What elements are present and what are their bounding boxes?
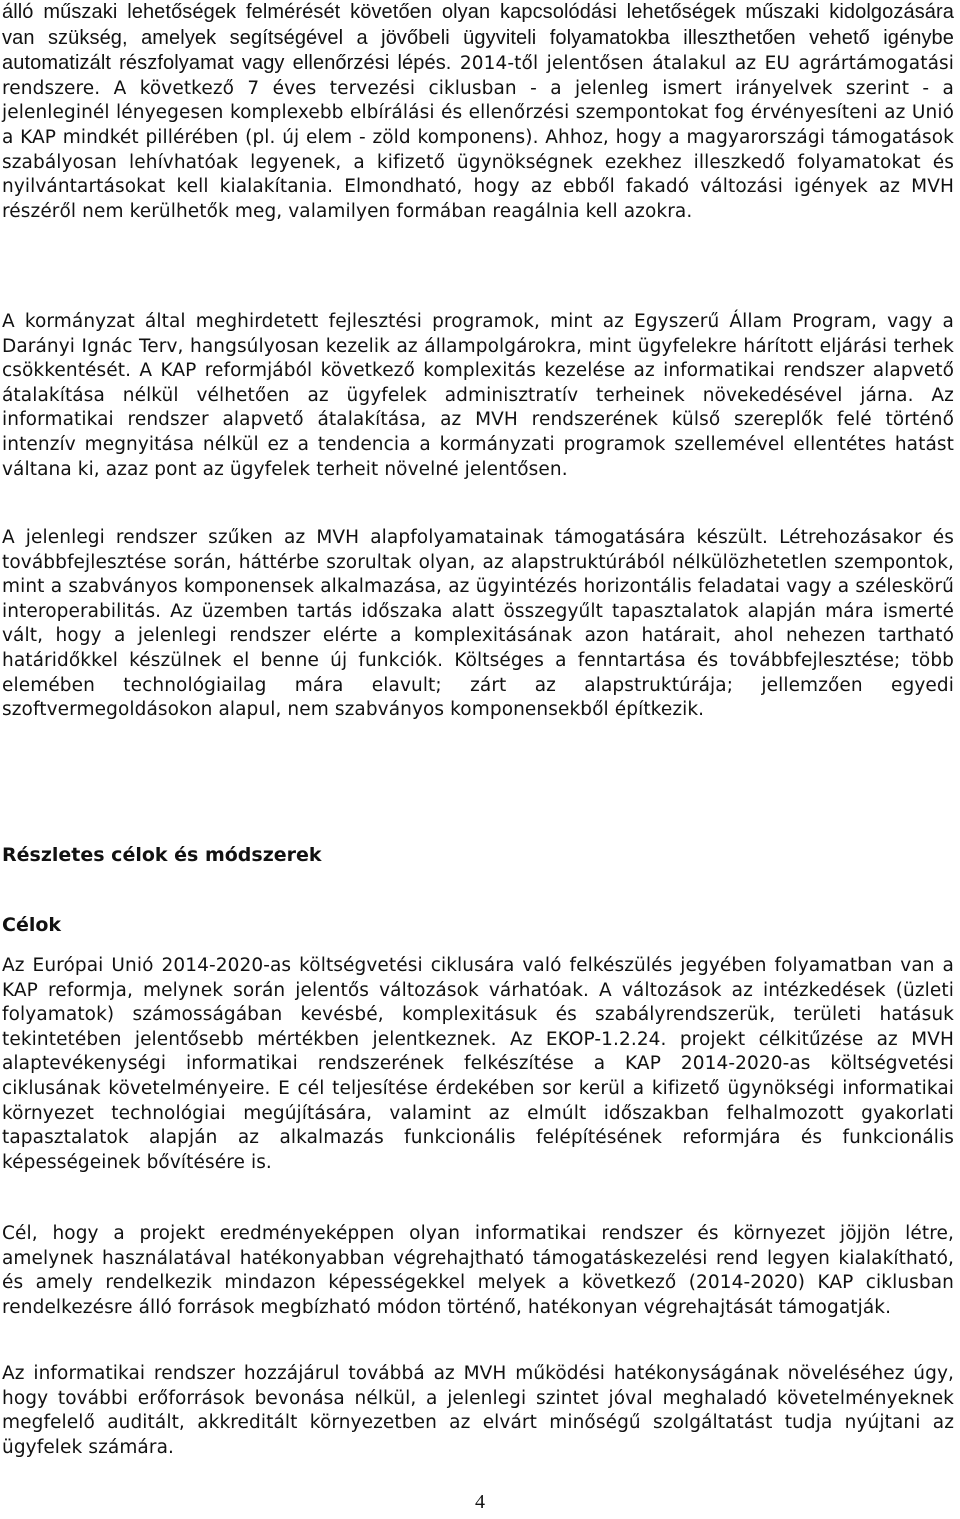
paragraph: A kormányzat által meghirdetett fejlesztési programok, mint az Egyszerű Állam Program, vagy a Darányi Ignác Terv, hangsúlyosan kezelik az állampolgárokra, mint ügyfelekre hárított eljárási terhek csökkentését. A KAP reformjából következő komplexitás kezelése az informatikai rendszer alapvető átalakítása nélkül vélhetően az ügyfelek adminisztratív terheinek növekedésével járna. Az informatikai rendszer alapvető átalakítása, az MVH rendszerének külső szereplők felé történő intenzív megnyitása nélkül ez a tendencia a kormányzati programok szellemével ellentétes hatást váltana ki, azaz pont az ügyfelek terheit növelné jelentősen. [2,311,954,480]
subsection-heading: Célok [2,914,62,936]
page-number: 4 [475,1491,485,1513]
paragraph: Az informatikai rendszer hozzájárul továbbá az MVH működési hatékonyságának növeléséhez úgy, hogy további erőforrások bevonása nélkül, a jelenlegi szintet jóval meghaladó követelményeknek megfelelő auditált, akkreditált környezetben az elvárt minőségű szolgáltatást tudja nyújtani az ügyfelek számára. [2,1363,954,1458]
paragraph-segment: álló műszaki lehetőségek felmérését követően olyan kapcsolódási lehetőségek műszaki kidolgozására van szükség, amelyek segítségével a jövőbeli ügyviteli folyamatokba illeszthetően vehető igénybe automatizált részfolyamat vagy ellenőrzési lépés. [2,1,954,75]
paragraph: Az Európai Unió 2014-2020-as költségvetési ciklusára való felkészülés jegyében folyamatban van a KAP reformja, melynek során jelentős változások várhatóak. A változások az intézkedések (üzleti folyamatok) számosságában kevésbé, komplexitásuk és szabályrendszerük, területi hatásuk tekintetében jelentősebb mértékben jelentkeznek. Az EKOP-1.2.24. projekt célkitűzése az MVH alaptevékenységi informatikai rendszerének felkészítése a KAP 2014-2020-as költségvetési ciklusának követelményeire. E cél teljesítése érdekében sor kerül a kifizető ügynökségi informatikai környezet technológiai megújítására, valamint az elmúlt időszakban felhalmozott gyakorlati tapasztalatok alapján az alkalmazás funkcionális felépítésének reformjára és funkcionális képességeinek bővítésére is. [2,955,954,1173]
paragraph-segment: 2014-től jelentősen átalakul az EU agrártámogatási rendszere. A következő 7 éves tervezési ciklusban - a jelenleg ismert irányelvek szerint - a jelenleginél lényegesen komplexebb elbírálási és ellenőrzési szempontokat fog érvényesíteni az Unió a KAP mindkét pillérében (pl. új elem - zöld komponens). Ahhoz, hogy a magyarországi támogatások szabályosan lehívhatóak legyenek, a kifizető ügynökségnek ezekhez illeszkedő folyamatokat és nyilvántartásokat kell kialakítania. Elmondható, hogy az ebből fakadó változási igények az MVH részéről nem kerülhetők meg, valamilyen formában reagálnia kell azokra. [2,53,954,222]
section-heading: Részletes célok és módszerek [2,844,322,866]
paragraph [2,0,954,224]
paragraph: Cél, hogy a projekt eredményeképpen olyan informatikai rendszer és környezet jöjjön létre, amelynek használatával hatékonyabban végrehajtható támogatáskezelési rend legyen kialakítható, és amely rendelkezik mindazon képességekkel melyek a következő (2014-2020) KAP ciklusban rendelkezésre álló források megbízható módon történő, hatékonyan végrehajtását támogatják. [2,1223,954,1318]
paragraph: A jelenlegi rendszer szűken az MVH alapfolyamatainak támogatására készült. Létrehozásakor és továbbfejlesztése során, háttérbe szorultak olyan, az alapstruktúrából nélkülözhetetlen szempontok, mint a szabványos komponensek alkalmazása, az ügyintézés horizontális feladatai vagy a széleskörű interoperabilitás. Az üzemben tartás időszaka alatt összegyűlt tapasztalatok alapján mára ismerté vált, hogy a jelenlegi rendszer elérte a komplexitásának azon határait, ahol nehezen tartható határidőkkel készülnek el benne új funkciók. Költséges a fenntartása és továbbfejlesztése; több elemében technológiailag mára elavult; zárt az alapstruktúrája; jellemzően egyedi szoftvermegoldásokon alapul, nem szabványos komponensekből építkezik. [2,527,954,721]
